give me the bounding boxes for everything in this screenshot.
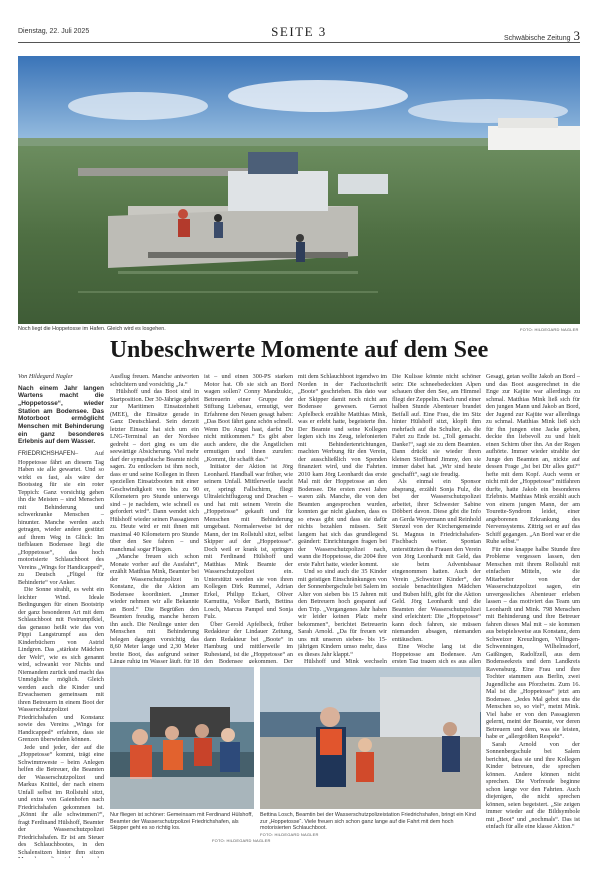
main-photo-caption: Noch liegt die Hoppetosse im Hafen. Gleich wird es losgehen. xyxy=(18,326,166,332)
paragraph xyxy=(18,450,104,586)
main-photo-credit: FOTO: HILDEGARD NAGLER xyxy=(520,327,579,332)
paragraph: Über Gerold Apfelbeck, früher Redakteur der Lindauer Zeitung, dann Redakteur bei „Boote“ in Hamburg und mittlerweile im Ruhestand, ist die „Hoppetosse“ an den Bodensee gekommen. Der xyxy=(204,620,293,663)
paragraph: Gesagt, getan wollte Jakob an Bord – und das Boot ausgerechnet in die Enge zur Kajüte war allerdings zu schmal. Matthias Mink ließ sich für den jungen Mann und Jakob an Bord, der Jugend zur Kajüte war allerdings zu schmal. Matthias Mink ließ sich für ihn jungen eine Jacke geben, deckte ihn liebevoll zu und hielt einen Schirm über ihn. An der Regen aufhörte. Immer wieder strahlte der Junge den Beamten an, nickte auf dessen Frage „Ist bei Dir alles gut?“ hefte mit dem Kopf. Auch wenn er nicht mit der „Hoppetosse“ mitfahren durfte, hatte Jakob ein besonderes Erlebnis. Matthias Mink erzählt auch von einem jungen Mann, der am Tourette-Syndrom leidet, einer angeborenen Erkrankung des Nervensystems. Zittrig sei er auf das Schiff gegangen. „An Bord war er die Ruhe selbst.“ xyxy=(486,373,580,545)
article-column-1 xyxy=(18,373,104,858)
article-column-2 xyxy=(110,373,199,663)
photo-officer-child-caption: Bettina Losch, Beamtin bei der Wasserschutzpolizeistation Friedrichshafen, bringt ein Kind zur „Hoppetosse“. Viele freuen sich schon ganz lange auf die Fahrt mit dem hoch motorisierten Schlauchboot. xyxy=(260,812,476,832)
issue-date: Dienstag, 22. Juli 2025 xyxy=(18,28,90,35)
paragraph: Die Sonne strahlt, es weht ein leichter Wind. Ideale Bedingungen für einen Bootstrip der ganz besonderen Art mit dem Schlauchboot mit Festrumpfkiel, das genauso heißt wie das von Pippi Langstrumpf aus den Kinderbüchern von Astrid Lindgren. Das „stärkste Mädchen der Welt“, wie es sich genannt wird, schwankt vor Nichts und Niemandem zurück und macht das Unmögliche möglich. Gleich werden auch die Kinder und Erwachsenen gemeinsam mit ihren Betreuern in einem Boot der Wasserschutzpolizei Friedrichshafen und Konstanz sowie des Vereins „Wings for Handicapped“ erfahren, dass sie Grenzen überwinden können. xyxy=(18,586,104,744)
page-header xyxy=(0,0,598,42)
paragraph: Ausflug freuen. Manche antworten schüchtern und vorsichtig „Ja.“ xyxy=(110,373,199,388)
paragraph: Als einmal ein Sponsor absprang, erzählt Sonja Fulz, die bei der Wasserschutzpolizei arbeitet, ihrer Schwester Sabine Döbbert davon. Diese gibt die Info an Gerda Weyermann und Reinhold Stenzel von der Kirchengemeinde St. Magnus in Friedrichshafen-Fischbach weiter. Spontan unterstützten die Frauen den Verein von Jörg Leonhardt mit Geld, das sie beim Adventsbasar eingenommen hatten. Auch der Verein „Schweizer Kinder“, der soziale benachteiligten Mädchen und Buben hilft, gibt für die Aktion Geld. Jörg Leonhardt und die Beamten der Wasserschutzpolizei sind erleichtert: Die „Hoppetosse“ kann doch fahren, sie müssen niemanden absagen, niemanden enttäuschen. xyxy=(392,478,481,643)
page-number: 3 xyxy=(573,28,580,43)
section-title: SEITE 3 xyxy=(271,24,327,39)
header-rule xyxy=(18,42,580,43)
paragraph-text: – Auf Hoppetosse fährt an diesem Tag Haben sie alle gewartet. Und so wirkt es fast, als wäre der Bootssteg für sie ein roter Teppich: Ganz vorsichtig gehen ihn die Meisten – sind Menschen mit Behinderung und schwerkranke Menschen – hinunter. Manche werden auch getragen, wieder andere gestützt auf ihrem Weg in Glück: Im tiefblauen Bodensee liegt die „Hoppetosse“, das hoch motorisierte Schlauchboot des Vereins „Wings for Handicapped“, zu Deutsch „Flügel für Behinderte“ vor Anker. xyxy=(18,450,104,586)
paragraph: Hülshoff und Mink wechseln xyxy=(304,658,387,663)
article-column-5 xyxy=(392,373,481,663)
paragraph: Sarah Arnold von der Sonnenbergschule bei Salem berichtet, dass sie und ihre Kollegen Kinder betreuen, die sprechen können. Andere können nicht sprechen. Die Vorfreude beginne schon lange vor den Fahrten. Auch diejenigen, die nicht sprechen können, seien begeistert. „Sie zeigen immer wieder auf die Bildsymbole mit „Boot“ und „nochmals“. Das ist einfach für alle eine klasse Aktion.“ xyxy=(486,740,580,830)
photo-officer-child xyxy=(260,667,481,809)
paragraph: Hülshoff und das Boot sind in Startposition. Der 30-Jährige gehört zur Maritimen Einsatzeinheit (MEE), die Einsätze gerade in Ganz Deutschland. Sein derzeit letzter Einsatz hat sich um ein LNG-Terminal an der Nordsee gedreht – dort ging es um die seewärtige Absicherung. Viel mehr darf der sympathische Beamte nicht sagen. Zu entlocken ist ihm noch, dass er und seine Kollegen in Ihren speziellen Einsatzbooten mit einer Geschwindigkeit von bis zu 90 Kilometern pro Stunde unterwegs sind – je nachdem, wie schnell es gefordert wird“. Dann wendet sich Hülshoff wieder seinen Passagieren zu. Heute wird er mit ihnen mit maximal 40 Kilometern pro Stunde über den See fahren – und manchmal sogar Fliegen. xyxy=(110,388,199,553)
paragraph: Für eine knappe halbe Stunde ihre Probleme vergessen lassen, den Menschen mit ihrem Rollstuhl mit einfachen Mitteln, wie die Mitarbeiter von der Wasserschutzpolizei sagen, ein unvergessliches Abenteuer erleben lassen – das motiviert das Team um Leonhardt und Mink. 798 Menschen mit Behinderung und ihre Betreuer fahren dieses Mal mit – sie kommen aus beispielsweise aus Konstanz, dem Schweizer Kreuzlingen, Villingen-Schwenningen, Wilhelmsdorf, Gaißingen, Radolfzell, aus dem Bodenseekreis und dem Landkreis Ravensburg. Eine Frau und ihre Tochter stammen aus Berlin, zwei Jugendliche aus Pforzheim. Zum 16. Mal ist die „Hoppetosse“ jetzt am Bodensee. „Jedes Mal gebot uns die Menschen so, so viel“, meint Mink. Viel habe er von den Passagieren gelernt, meint der Beamte, vor deren Betreuern und dem, was sie leisten, habe er „allergrößten Respekt“. xyxy=(486,545,580,740)
dateline: FRIEDRICHSHAFEN xyxy=(18,451,76,458)
article-column-3 xyxy=(204,373,293,663)
article-column-6 xyxy=(486,373,580,858)
paragraph: „Manche freuen sich schon Monate vorher auf die Ausfahrt“, erzählt Matthias Mink, Beamter bei der Wasserschutzpolizei in Konstanz, die die Aktion am Bodensee koordiniert. „Immer wieder nehmen wir alle Bekannte an Bord.“ Die Begrüßen den Beamten freudig, manche herzen ihn auch. Die Neulinge unter den Menschen mit Behinderung belegen dagegen vorsichtig das 8,60 Meter lange und 2,30 Meter breite Boot, das aufgrund seiner Länge ruhig im Wasser läuft, für 18 xyxy=(110,553,199,663)
paragraph: Eine Woche lang ist die Hoppetosse am Bodensee. Am ersten Tag tragen sich es aus allen xyxy=(392,643,481,663)
author-byline: Von Hildegard Nagler xyxy=(18,373,73,380)
headline: Unbeschwerte Momente auf dem See xyxy=(109,337,489,363)
main-photo xyxy=(18,56,580,324)
paragraph: Und so sind auch die 35 Kinder mit geistigen Einschränkungen von der Sonnenbergschule bei Salem im Alter von sieben bis 15 Jahren mit den Betreuern hoch gespannt auf den Trip. „Vergangenes Jahr haben wir leider keinen Platz mehr bekommen“, berichtet Betreuerin Sarah Arnold. „Da für freuen wir uns mit unseren sieben- bis 15-jährigen Kindern umso mehr, dass es dieses Jahr klappt.“ xyxy=(298,568,387,658)
paragraph: ist – und einen 300-PS starken Motor hat. Ob sie sich an Bord wagen sollen? Conny Mandzukic, Betreuerin einer Gruppe der Stiftung Liebenau, ermutigt, wer Erfahrene den Neuen gesagt haben: „Das Boot fährt ganz schön schnell. Wenn Du Angst hast, darfst Du nicht mitkommen.“ Es gibt aber auch andere, die die Ängstlichen ermutigen und ihnen zurufen: „Kommt, ihr schafft das.“ xyxy=(204,373,293,463)
article-column-4 xyxy=(298,373,387,663)
paragraph: Jede und jeder, der auf die „Hoppetosse“ kommt, trägt eine Schwimmweste – beim Anlegen helfen die Betreuer, die Beamten der Wasserschutzpolizei und Markus Knittel, der nach einem Unfall selbst im Rollstuhl sitzt, und extra von Gaienhofen nach Friedrichshafen gekommen ist. „Könnt ihr alle schwimmen?“, fragt Ferdinand Hülshoff, Beamter der Wasserschutzpolizei Friedrichshafen. Er ist am Steuer des Schlauchbootes, in den Schalensitzen hinter ihm sitzen xyxy=(18,743,104,856)
photo-boat-ride-credit: FOTO: HILDEGARD NAGLER xyxy=(212,838,271,843)
paragraph: Die Kulisse könnte nicht schöner sein: Die schneebedeckten Alpen schauen über den See, am Himmel fliegt der Zeppelin. Nach rund einer halben Stunde Abenteuer brandet Beifall auf. Eine Frau, die im Sitz hinter Hülshoff sitzt, klopft ihm mehrfach auf die Schulter, als die Fahrt zu Ende ist. „Toll gemacht. Danke!“, sagt sie zu dem Beamten. Dann drückt sie wieder ihren kleinen Stoffhund Jimmy, den sie immer dabei hat. „Wir sind heute geschafft“, sagt sie freudig. xyxy=(392,373,481,478)
paragraph: Initiator der Aktion ist Jörg Leonhard. Handball war früher, wie seinem Unfall. Mittlerweile taucht er, springt Fallschirm, fliegt Ultraleichtflugzeug und Drachen – und hat mit seinem Verein die „Hoppetosse“ gekauft und für Menschen mit Behinderung umgebaut. Normalerweise ist der Mann, der im Rollstuhl sitzt, selbst Skipper auf der „Hoppetosse“. Doch weil er krank ist, springen mit Ferdinand Hülshoff und Matthias Mink Beamte der Wasserschutzpolizei ein. Unterstützt werden sie von ihren Kollegen Dirk Rummel, Adrian Erkel, Philipp Eckart, Oliver Karnutita, Volker Barth, Bettina Losch, Marcus Pampel und Sonja Fulz. xyxy=(204,463,293,620)
photo-officer-child-credit: FOTO: HILDEGARD NAGLER xyxy=(260,832,319,837)
paragraph: mit dem Schlauchboot irgendwo im Norden in der Fachzeitschrift „Boote“ geschrieben. Bis dato war der Skipper damit noch nicht am Bodensee gewesen. Gernot Apfelbeck erzählte Matthias Mink, was er erlebt hatte, begeisterte ihn. Der Beamte und seine Kollegen legten sich ins Zeug, telefonierten mit Behindertenrichtungen, machten Werbung für den Verein, der ausschließlich von Spenden finanziert wird, und die Fahrten. 2010 kam Jörg Leonhardt das erste Mal mit der Hoppetosse an den Bodensee. Die ersten zwei Jahre waren zäh. Manche, die von den Beamten angesprochen wurden, konnten gar nicht glauben, dass es so etwas gibt und dass sie dafür nichts bezahlen müssen. Seit langem hat sich das grundlegend geändert: Einrichtungen fragen bei der Wasserschutzpolizei nach, wann die Hoppetosse, die 2004 ihre erste Fahrt hatte, wieder kommt. xyxy=(298,373,387,568)
article-teaser: Nach einem Jahr langen Wartens macht die „Hoppetosse“, wieder Station am Bodensee. Das Motorboot ermöglicht Menschen mit Behinderung ein ganz besonderes Erlebnis auf dem Wasser. xyxy=(18,384,104,446)
publication-label: Schwäbische Zeitung xyxy=(503,35,571,42)
photo-boat-ride xyxy=(110,667,254,809)
photo-boat-ride-caption: Nur fliegen ist schöner: Gemeinsam mit Ferdinand Hülshoff, Beamter der Wasserschutzpolizei Friedrichshafen, als Skipper geht es so richtig los. xyxy=(110,812,253,832)
